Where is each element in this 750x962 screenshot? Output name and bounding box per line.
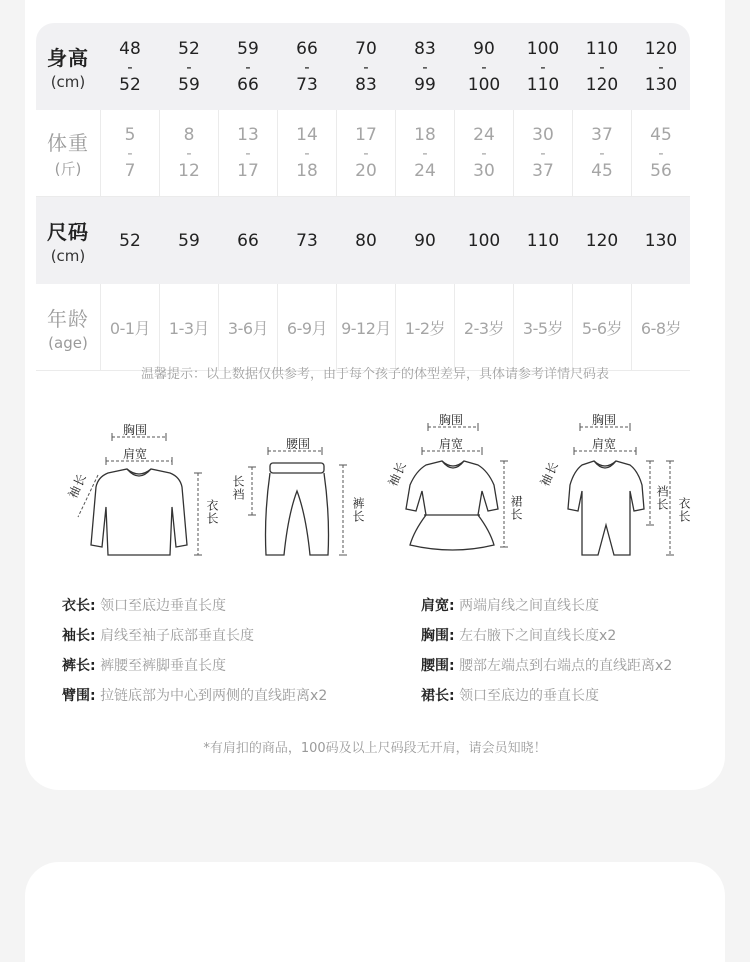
age-header [36, 284, 100, 370]
romper-sleeve-label: 袖长 [537, 458, 562, 489]
age-row [36, 284, 690, 371]
definition-item: 衣长: 领口至底边垂直长度 [62, 598, 227, 614]
table-cell: 14 - 18 [277, 110, 336, 196]
pants-figure [228, 405, 378, 570]
definition-item: 臂围: 拉链底部为中心到两侧的直线距离x2 [62, 688, 328, 704]
definitions-right [421, 596, 672, 716]
romper-length-label: 衣长 [677, 497, 691, 523]
table-cell: 0-1月 [100, 284, 159, 370]
pants-rise-label: 长裆 [231, 475, 245, 501]
definition-item: 肩宽: 两端肩线之间直线长度 [421, 598, 600, 614]
table-cell: 2-3岁 [454, 284, 513, 370]
table-cell: 66 [237, 230, 259, 251]
size-header [36, 197, 100, 284]
table-cell: 3-5岁 [513, 284, 572, 370]
table-cell: 66 - 73 [296, 38, 318, 95]
table-cell: 110 - 120 [585, 38, 619, 95]
dress-sleeve-label: 袖长 [385, 458, 410, 489]
table-cell: 3-6月 [218, 284, 277, 370]
romper-figure [534, 405, 694, 570]
definition-item: 裙长: 领口至底边的垂直长度 [421, 688, 600, 704]
dress-length-label: 裙长 [509, 495, 523, 521]
dress-shoulder-label: 肩宽 [439, 437, 464, 451]
table-cell: 24 - 30 [454, 110, 513, 196]
pants-illustration [228, 405, 378, 570]
weight-header [36, 110, 100, 196]
table-cell: 70 - 83 [355, 38, 377, 95]
shirt-chest-label: 胸围 [123, 423, 148, 437]
shirt-shoulder-label: 肩宽 [123, 447, 148, 461]
dress-figure [378, 405, 528, 570]
table-cell: 80 [355, 230, 377, 251]
next-card [25, 862, 725, 962]
dress-illustration [378, 405, 528, 570]
size-label: 尺码 [47, 220, 89, 244]
table-cell: 90 - 100 [467, 38, 501, 95]
age-unit: (age) [48, 333, 88, 352]
table-cell: 6-8岁 [631, 284, 690, 370]
size-row [36, 197, 690, 284]
table-cell: 9-12月 [336, 284, 395, 370]
dress-chest-label: 胸围 [439, 413, 464, 427]
height-unit: (cm) [50, 73, 86, 91]
table-cell: 130 [644, 230, 678, 251]
table-cell: 73 [296, 230, 318, 251]
shirt-length-label: 衣长 [205, 499, 219, 525]
table-cell: 13 - 17 [218, 110, 277, 196]
romper-crotch-label: 裆长 [655, 485, 669, 511]
table-cell: 110 [526, 230, 560, 251]
table-cell: 83 - 99 [414, 38, 436, 95]
table-cell: 120 [585, 230, 619, 251]
romper-shoulder-label: 肩宽 [592, 437, 617, 451]
table-cell: 120 - 130 [644, 38, 678, 95]
age-label: 年龄 [47, 306, 89, 331]
table-cell: 100 - 110 [526, 38, 560, 95]
table-cell: 1-3月 [159, 284, 218, 370]
table-cell: 1-2岁 [395, 284, 454, 370]
shirt-sleeve-label: 袖长 [65, 470, 90, 501]
table-cell: 18 - 24 [395, 110, 454, 196]
table-cell: 59 - 66 [237, 38, 259, 95]
shirt-figure [60, 405, 225, 570]
reference-tip: 温馨提示：以上数据仅供参考，由于每个孩子的体型差异，具体请参考详情尺码表 [140, 367, 609, 382]
table-cell: 37 - 45 [572, 110, 631, 196]
definition-item: 腰围: 腰部左端点到右端点的直线距离x2 [421, 658, 673, 674]
shoulder-button-note: *有肩扣的商品，100码及以上尺码段无开肩，请会员知晓！ [203, 741, 547, 756]
size-unit: (cm) [50, 247, 86, 265]
table-cell: 6-9月 [277, 284, 336, 370]
size-table [36, 23, 690, 371]
definition-item: 袖长: 肩线至袖子底部垂直长度 [62, 628, 255, 644]
definition-item: 胸围: 左右腋下之间直线长度x2 [421, 628, 617, 644]
table-cell: 52 [119, 230, 141, 251]
table-cell: 17 - 20 [336, 110, 395, 196]
height-header [36, 23, 100, 110]
definition-item: 裤长: 裤腰至裤脚垂直长度 [62, 658, 227, 674]
weight-unit: (斤) [54, 160, 82, 178]
height-label: 身高 [47, 46, 89, 70]
pants-length-label: 裤长 [351, 497, 365, 523]
table-cell: 52 - 59 [178, 38, 200, 95]
table-cell: 8 - 12 [159, 110, 218, 196]
pants-waist-label: 腰围 [286, 437, 311, 451]
table-cell: 59 [178, 230, 200, 251]
table-cell: 30 - 37 [513, 110, 572, 196]
table-cell: 90 [414, 230, 436, 251]
table-cell: 48 - 52 [119, 38, 141, 95]
height-row [36, 23, 690, 110]
table-cell: 100 [467, 230, 501, 251]
definitions-left [62, 596, 327, 716]
romper-chest-label: 胸围 [592, 413, 617, 427]
weight-row [36, 110, 690, 197]
table-cell: 45 - 56 [631, 110, 690, 196]
weight-label: 体重 [47, 131, 89, 155]
table-cell: 5-6岁 [572, 284, 631, 370]
table-cell: 5 - 7 [100, 110, 159, 196]
